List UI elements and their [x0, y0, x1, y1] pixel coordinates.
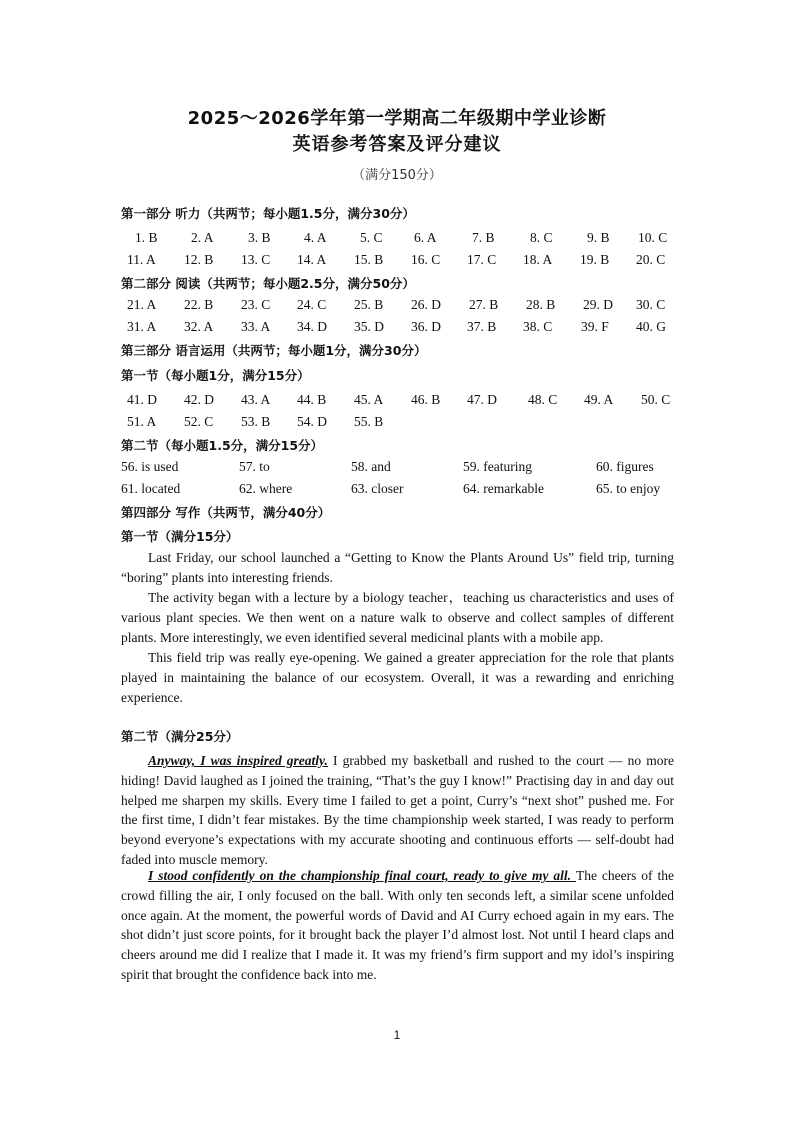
- answer-item: 20. C: [636, 252, 666, 267]
- paragraph-body: I grabbed my basketball and rushed to the court — no more hiding! David laughed as I joined the training, “That’s the guy I know!” Practising day in and day out helped me sharpen my skills. Every time I failed to get a point, Curry’s “next shot” pushed me. For the first time, I didn’t fear mistakes. By the time championship week started, I was ready to perform beyond everyone’s expectations with my accurate shooting and continuous efforts — self-doubt had faded into muscle memory.: [121, 753, 674, 867]
- part1-row-2: [0, 252, 794, 270]
- answer-item: 58. and: [351, 459, 391, 474]
- answer-item: 16. C: [411, 252, 441, 267]
- answer-item: 39. F: [581, 319, 609, 334]
- answer-item: 52. C: [184, 414, 214, 429]
- answer-item: 14. A: [297, 252, 327, 267]
- answer-item: 40. G: [636, 319, 666, 334]
- answer-item: 65. to enjoy: [596, 481, 661, 496]
- paragraph-lead-sentence: Anyway, I was inspired greatly.: [148, 753, 328, 768]
- answer-item: 36. D: [411, 319, 441, 334]
- page-number: 1: [393, 1028, 401, 1042]
- answer-item: 62. where: [239, 481, 293, 496]
- answer-item: 53. B: [241, 414, 271, 429]
- writing2-paragraph-1: [121, 751, 674, 870]
- answer-item: 26. D: [411, 297, 441, 312]
- part2-heading: 第二部分 阅读（共两节；每小题2.5分，满分50分）: [121, 276, 415, 291]
- answer-item: 46. B: [411, 392, 441, 407]
- answer-item: 56. is used: [121, 459, 179, 474]
- answer-item: 38. C: [523, 319, 553, 334]
- answer-item: 43. A: [241, 392, 271, 407]
- answer-item: 61. located: [121, 481, 181, 496]
- answer-item: 4. A: [304, 230, 327, 245]
- part3-section1-heading: 第一节（每小题1分，满分15分）: [121, 368, 310, 383]
- answer-item: 18. A: [523, 252, 553, 267]
- part3-s2-row-1: [0, 459, 794, 477]
- part3-heading: 第三部分 语言运用（共两节；每小题1分，满分30分）: [121, 343, 427, 358]
- answer-item: 57. to: [239, 459, 270, 474]
- answer-item: 27. B: [469, 297, 499, 312]
- answer-item: 64. remarkable: [463, 481, 544, 496]
- writing1-paragraph: This field trip was really eye-opening. We gained a greater appreciation for the role that plants played in maintaining the balance of our ecosystem. Overall, it was a rewarding and enriching experience.: [121, 650, 674, 705]
- writing1-paragraph: The activity began with a lecture by a biology teacher，teaching us characteristics and uses of various plant species. We then went on a nature walk to observe and collect samples of different plants. More interestingly, we even identified several medicinal plants with a mobile app.: [121, 590, 674, 645]
- paragraph-lead-sentence: I stood confidently on the championship final court, ready to give my all.: [148, 868, 576, 883]
- answer-item: 5. C: [360, 230, 383, 245]
- answer-item: 50. C: [641, 392, 671, 407]
- answer-item: 13. C: [241, 252, 271, 267]
- answer-item: 8. C: [530, 230, 553, 245]
- writing1-paragraph: Last Friday, our school launched a “Getting to Know the Plants Around Us” field trip, turning “boring” plants into interesting friends.: [121, 550, 674, 585]
- answer-item: 41. D: [127, 392, 157, 407]
- answer-item: 54. D: [297, 414, 327, 429]
- answer-item: 55. B: [354, 414, 384, 429]
- answer-item: 32. A: [184, 319, 214, 334]
- answer-item: 31. A: [127, 319, 157, 334]
- page-title: 2025～2026学年第一学期高二年级期中学业诊断: [187, 108, 607, 129]
- answer-item: 51. A: [127, 414, 157, 429]
- answer-item: 47. D: [467, 392, 497, 407]
- answer-item: 23. C: [241, 297, 271, 312]
- answer-item: 2. A: [191, 230, 214, 245]
- answer-item: 28. B: [526, 297, 556, 312]
- part2-row-1: [0, 297, 794, 315]
- answer-item: 48. C: [528, 392, 558, 407]
- part1-heading: 第一部分 听力（共两节；每小题1.5分，满分30分）: [121, 206, 415, 221]
- answer-item: 60. figures: [596, 459, 654, 474]
- answer-item: 33. A: [241, 319, 271, 334]
- answer-item: 10. C: [638, 230, 668, 245]
- answer-item: 17. C: [467, 252, 497, 267]
- answer-item: 7. B: [472, 230, 495, 245]
- answer-item: 9. B: [587, 230, 610, 245]
- part3-section2-heading: 第二节（每小题1.5分，满分15分）: [121, 438, 324, 453]
- answer-item: 44. B: [297, 392, 327, 407]
- answer-item: 1. B: [135, 230, 158, 245]
- page-subtitle: 英语参考答案及评分建议: [292, 134, 502, 155]
- answer-item: 21. A: [127, 297, 157, 312]
- answer-item: 6. A: [414, 230, 437, 245]
- answer-item: 19. B: [580, 252, 610, 267]
- answer-item: 37. B: [467, 319, 497, 334]
- paragraph-body: The cheers of the crowd filling the air, I only focused on the ball. With only ten seconds left, a similar scene unfolded once again. At the moment, the powerful words of David and AI Curry echoed again in my ears. The shot didn’t just score points, for it brought back the player I’d almost lost. Not until I heard claps and cheers around me did I realize that I made it. It was my friend’s firm support and my idol’s inspiring spirit that brought the confidence back into me.: [121, 868, 674, 982]
- answer-item: 22. B: [184, 297, 214, 312]
- answer-item: 25. B: [354, 297, 384, 312]
- answer-item: 35. D: [354, 319, 384, 334]
- full-score-note: （满分150分）: [352, 168, 442, 183]
- answer-item: 30. C: [636, 297, 666, 312]
- part1-row-1: [0, 230, 794, 248]
- part3-s1-row-1: [0, 392, 794, 410]
- part4-section2-heading: 第二节（满分25分）: [121, 729, 239, 744]
- answer-item: 11. A: [127, 252, 156, 267]
- writing2-paragraph-2: [121, 866, 674, 985]
- part3-s2-row-2: [0, 481, 794, 499]
- part3-s1-row-2: [0, 414, 794, 432]
- answer-item: 24. C: [297, 297, 327, 312]
- part4-heading: 第四部分 写作（共两节，满分40分）: [121, 505, 331, 520]
- answer-item: 59. featuring: [463, 459, 532, 474]
- answer-item: 42. D: [184, 392, 214, 407]
- part4-section1-heading: 第一节（满分15分）: [121, 529, 239, 544]
- answer-item: 29. D: [583, 297, 613, 312]
- answer-item: 34. D: [297, 319, 327, 334]
- answer-item: 3. B: [248, 230, 271, 245]
- answer-item: 49. A: [584, 392, 614, 407]
- answer-item: 63. closer: [351, 481, 404, 496]
- answer-item: 15. B: [354, 252, 384, 267]
- part2-row-2: [0, 319, 794, 337]
- answer-item: 12. B: [184, 252, 214, 267]
- answer-item: 45. A: [354, 392, 384, 407]
